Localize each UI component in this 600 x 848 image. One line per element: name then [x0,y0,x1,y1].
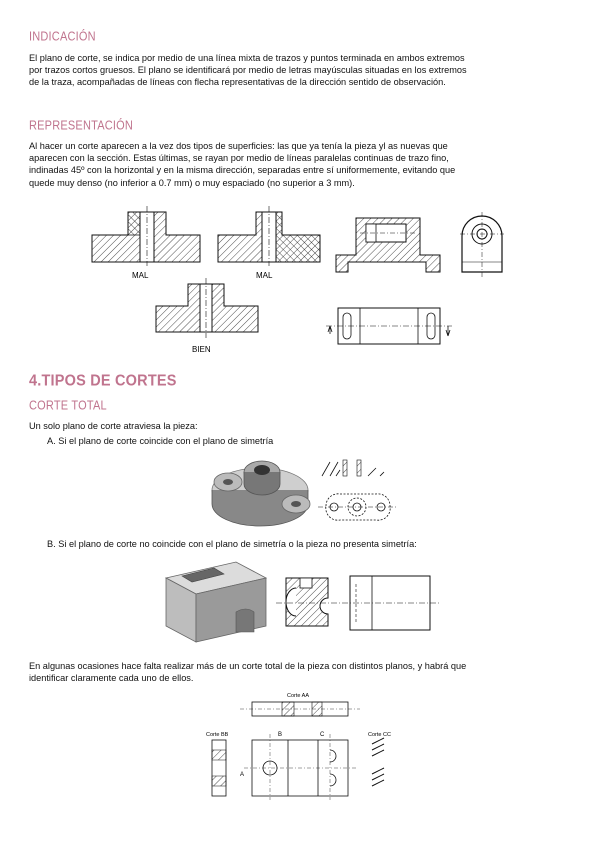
indicacion-heading: INDICACIÓN [29,30,96,44]
representacion-line-3: indinadas 45º con la horizontal y en la misma dirección, separadas entre sí uniformemente, evitando que [29,165,456,176]
fig-a-top-view [318,494,396,520]
fig-bracket-section [336,218,440,272]
fig-a-section [322,460,384,476]
label-corte-bb: Corte BB [206,732,229,738]
representacion-line-2: aparecen con la sección. Estas últimas, se rayan por medio de líneas paralelas continuas de trazo fino, [29,153,449,164]
indicacion-line-1: El plano de corte, se indica por medio de una línea mixta de trazos y puntos terminada en ambos extremos [29,53,465,63]
fig-bracket-side [460,212,504,278]
representacion-line-4: quede muy denso (no inferior a 0.7 mm) o muy espaciado (no superior a 3 mm). [29,177,355,188]
fig-b-3d-part [166,562,266,642]
corte-total-intro: Un solo plano de corte atraviesa la pieza: [29,421,198,431]
item-b: B. Si el plano de corte no coincide con el plano de simetría o la pieza no presenta simetría: [47,539,417,549]
item-a: A. Si el plano de corte coincide con el plano de simetría [47,436,274,446]
label-c: C [320,732,325,738]
note-line-1: En algunas ocasiones hace falta realizar más de un corte total de la pieza con distintos planos, y habrá que [29,661,467,671]
fig-bracket-top [326,308,452,344]
corte-total-b-figures [0,552,600,652]
label-a: A [240,772,245,778]
representacion-text [29,140,455,189]
fig-b-section [286,578,328,626]
label-corte-aa: Corte AA [287,693,310,699]
label-corte-cc: Corte CC [368,732,391,738]
label-mal-1: MAL [132,271,149,280]
fig-corte-bb [212,740,226,796]
fig-mal-1 [92,206,200,266]
indicacion-line-3: de la traza, acompañadas de líneas con flecha representativas de la dirección sentido de observación. [29,77,446,88]
representacion-line-1: Al hacer un corte aparecen a la vez dos tipos de superficies: las que ya tenía la pieza yl as nuevas que [29,141,448,151]
indicacion-text [29,52,467,89]
label-bien: BIEN [192,345,211,354]
indicacion-line-2: por trazos cortos gruesos. El plano se identificará por medio de letras mayúsculas situadas en los extremos [29,65,467,76]
representacion-heading: REPRESENTACIÓN [29,119,134,133]
fig-a-3d-part [212,461,310,526]
fig-corte-cc [372,738,384,786]
corte-total-heading: CORTE TOTAL [29,399,107,413]
note-text [29,660,466,684]
label-b: B [278,732,283,738]
corte-total-a-figures [0,448,600,538]
multiple-cuts-figure [0,688,600,808]
hatching-figures [0,200,600,360]
note-line-2: identificar claramente cada uno de ellos. [29,673,194,684]
fig-main-view [244,734,356,800]
label-mal-2: MAL [256,271,273,280]
fig-bien [156,278,258,338]
fig-mal-2 [218,206,320,266]
fig-corte-aa [240,702,360,716]
tipos-heading: 4.TIPOS DE CORTES [29,372,177,390]
